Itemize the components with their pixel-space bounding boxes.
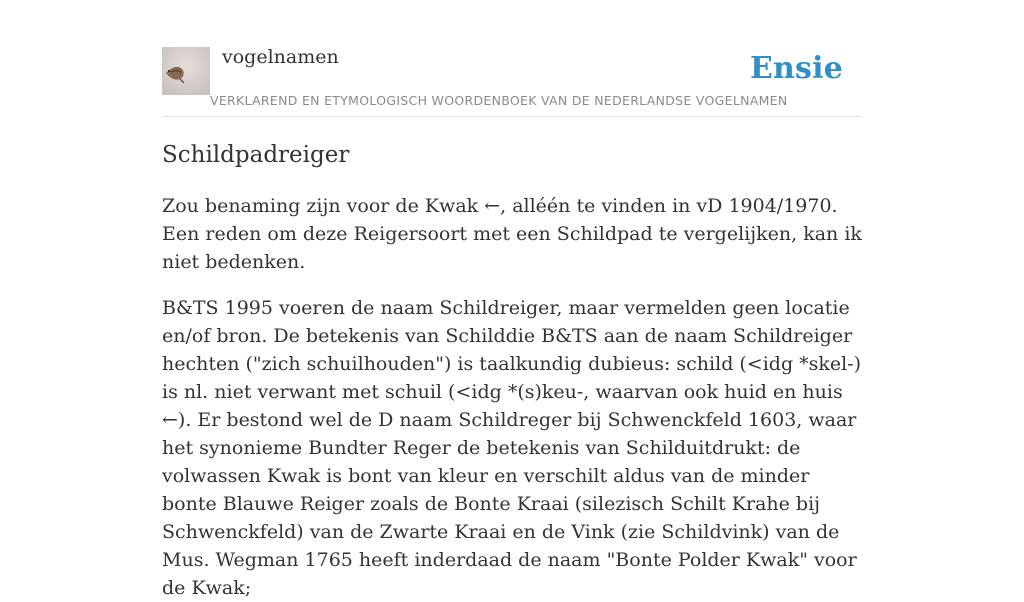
article-paragraph-2: B&TS 1995 voeren de naam Schildreiger, maar vermelden geen locatie en/of bron. De betekenis van Schilddie B&TS aan de naam Schildreiger hechten ("zich schuilhouden") is taalkundig dubieus: schild (<idg *skel-) is nl. niet verwant met schuil (<idg *(s)keu-, waarvan ook huid en huis ←). Er bestond wel de D naam Schildreger bij Schwenckfeld 1603, waar het synonieme Bundter Reger de betekenis van Schilduitdrukt: de volwassen Kwak is bont van kleur en verschilt aldus van de minder bonte Blauwe Reiger zoals de Bonte Kraai (silezisch Schilt Krahe bij Schwenckfeld) van de Zwarte Kraai en de Vink (zie Schildvink) van de Mus. Wegman 1765 heeft inderdaad de naam "Bonte Polder Kwak" voor de Kwak; (162, 297, 862, 599)
blog-avatar[interactable] (162, 47, 210, 95)
blog-subtitle: VERKLAREND EN ETYMOLOGISCH WOORDENBOEK VAN DE NEDERLANDSE VOGELNAMEN (210, 93, 788, 108)
site-header (162, 0, 862, 117)
ensie-logo[interactable]: Ensie (749, 51, 843, 86)
blog-name-link[interactable]: vogelnamen (222, 46, 339, 68)
article-title: Schildpadreiger (162, 142, 350, 168)
article-paragraph-1: Zou benaming zijn voor de Kwak ←, alléén te vinden in vD 1904/1970. Een reden om deze Reigersoort met een Schildpad te vergelijken, kan ik niet bedenken. (162, 195, 862, 273)
article (162, 138, 862, 602)
bird-photo-icon (162, 47, 210, 95)
